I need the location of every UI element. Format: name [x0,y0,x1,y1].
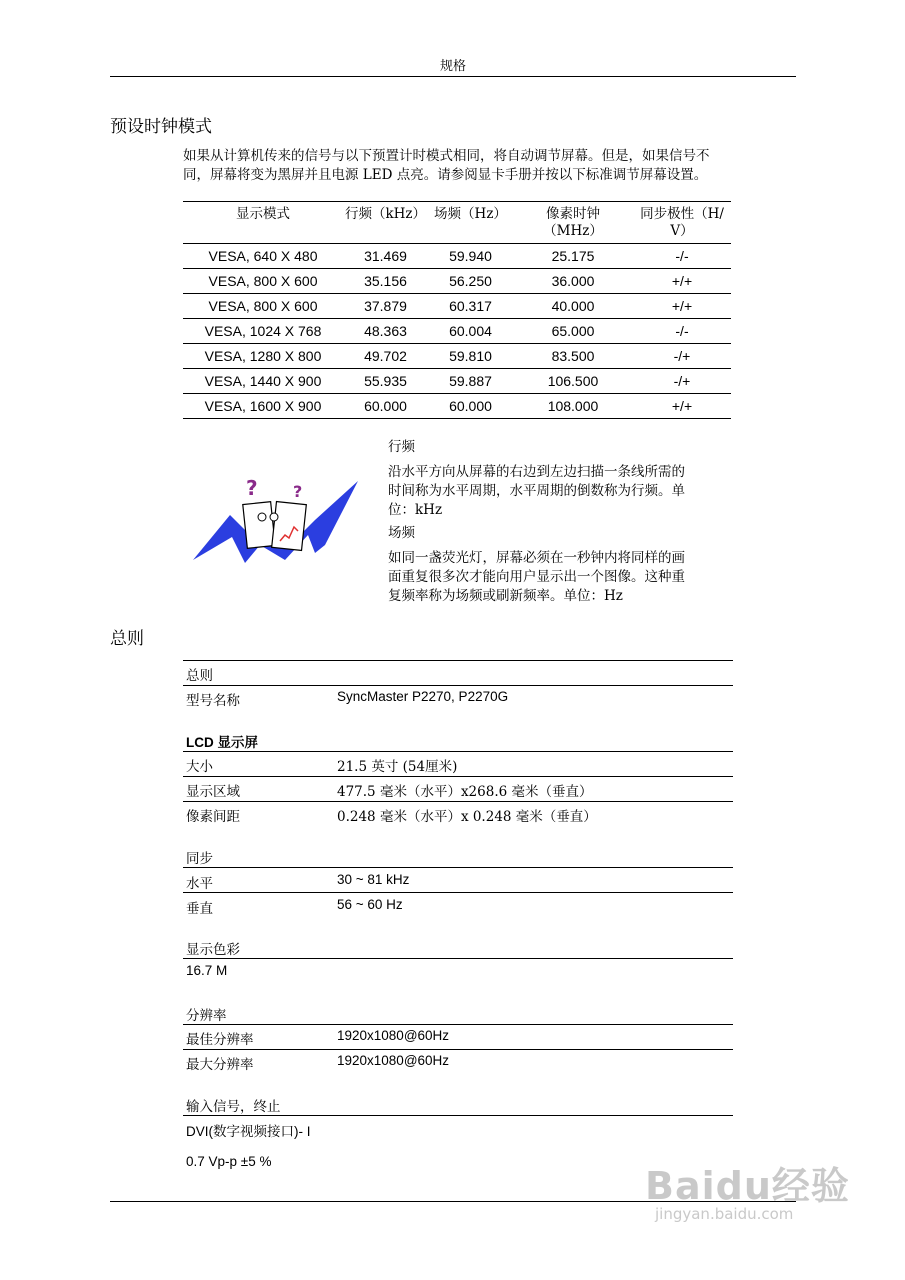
timing-section-title: 预设时钟模式 [110,117,212,137]
book-eye-left [258,513,266,521]
sync-title: 同步 [186,851,213,867]
baidu-watermark [645,1150,865,1230]
area-value: 477.5 毫米（水平）x268.6 毫米（垂直） [337,784,593,800]
color-value: 16.7 M [186,963,228,978]
divider [183,660,733,661]
cell-mode: VESA, 1024 X 768 [183,319,343,344]
col-sync-line2: V） [670,223,694,239]
page-header [110,55,796,77]
col-sync [633,202,731,244]
cell-v: 60.317 [428,294,513,319]
book-eye-right [270,513,278,521]
header-title: 规格 [439,59,466,74]
cell-mode: VESA, 800 X 600 [183,294,343,319]
divider [183,776,733,777]
general-section-title: 总则 [110,629,144,649]
intro-line-2: 同，屏幕将变为黑屏并且电源 LED 点亮。请参阅显卡手册并按以下标准调节屏幕设置。 [183,167,708,183]
cell-sync: -/+ [633,344,731,369]
cell-clk: 36.000 [513,269,633,294]
max-res-label: 最大分辨率 [186,1057,254,1073]
col-pclock-line1: 像素时钟 [546,206,600,222]
divider [183,801,733,802]
timing-table-header [183,202,731,244]
cell-sync: -/+ [633,369,731,394]
col-sync-line1: 同步极性（H/ [640,206,724,222]
cell-clk: 40.000 [513,294,633,319]
pitch-label: 像素间距 [186,809,240,825]
vfreq-note [388,524,728,606]
divider [183,892,733,893]
cell-h: 35.156 [343,269,428,294]
intro-line-1: 如果从计算机传来的信号与以下预置计时模式相同，将自动调节屏幕。但是，如果信号不 [183,148,710,164]
watermark-url: jingyan.baidu.com [655,1205,794,1223]
cell-h: 31.469 [343,244,428,269]
divider [183,867,733,868]
col-pclock [513,202,633,244]
vfreq-note-title: 场频 [388,525,415,541]
divider [183,1115,733,1116]
cell-h: 37.879 [343,294,428,319]
table-row [183,344,731,369]
cell-h: 60.000 [343,394,428,419]
divider [183,1024,733,1025]
col-mode: 显示模式 [183,202,343,244]
cell-v: 59.940 [428,244,513,269]
hfreq-note [388,438,728,520]
cell-h: 48.363 [343,319,428,344]
cell-v: 60.004 [428,319,513,344]
table-row [183,269,731,294]
table-row [183,294,731,319]
cell-mode: VESA, 1440 X 900 [183,369,343,394]
size-label: 大小 [186,759,213,775]
book-page-left [243,502,275,549]
book-illustration [190,475,360,565]
cell-v: 59.887 [428,369,513,394]
cell-v: 56.250 [428,269,513,294]
cell-sync: -/- [633,319,731,344]
cell-h: 49.702 [343,344,428,369]
pitch-value: 0.248 毫米（水平）x 0.248 毫米（垂直） [337,809,597,825]
sync-h-value: 30 ~ 81 kHz [337,872,410,887]
timing-table [183,201,731,419]
model-value: SyncMaster P2270, P2270G [337,689,509,704]
best-res-label: 最佳分辨率 [186,1032,254,1048]
book-page-right [272,502,307,551]
question-mark-left-icon: ? [246,476,258,500]
cell-v: 59.810 [428,344,513,369]
hfreq-note-line1: 沿水平方向从屏幕的右边到左边扫描一条线所需的 [388,464,685,480]
lcd-title: LCD 显示屏 [186,735,258,750]
color-title: 显示色彩 [186,942,240,958]
table-row [183,394,731,419]
input-title: 输入信号，终止 [186,1099,281,1115]
cell-clk: 83.500 [513,344,633,369]
input-line-2: 0.7 Vp-p ±5 % [186,1154,272,1169]
area-label: 显示区域 [186,784,240,800]
max-res-value: 1920x1080@60Hz [337,1053,450,1068]
hfreq-note-line3: 位：kHz [388,502,443,518]
size-value: 21.5 英寸 (54厘米) [337,759,458,775]
col-vfreq: 场频（Hz） [428,202,513,244]
hfreq-note-line2: 时间称为水平周期，水平周期的倒数称为行频。单 [388,483,685,499]
divider [183,958,733,959]
vfreq-note-line2: 面重复很多次才能向用户显示出一个图像。这种重 [388,569,685,585]
cell-mode: VESA, 800 X 600 [183,269,343,294]
divider [183,685,733,686]
sync-h-label: 水平 [186,876,213,892]
cell-mode: VESA, 640 X 480 [183,244,343,269]
cell-v: 60.000 [428,394,513,419]
timing-intro [183,147,783,185]
hfreq-note-title: 行频 [388,439,415,455]
divider [183,751,733,752]
res-title: 分辨率 [186,1008,227,1024]
cell-sync: -/- [633,244,731,269]
watermark-brand: Baidu经验 [645,1164,850,1208]
vfreq-note-line3: 复频率称为场频或刷新频率。单位：Hz [388,588,623,604]
input-line-1: DVI(数字视频接口)- I [186,1124,311,1139]
table-row [183,244,731,269]
cell-clk: 65.000 [513,319,633,344]
col-hfreq: 行频（kHz） [343,202,428,244]
cell-clk: 108.000 [513,394,633,419]
cell-mode: VESA, 1280 X 800 [183,344,343,369]
table-row [183,319,731,344]
general-table-title: 总则 [186,668,213,684]
cell-sync: +/+ [633,294,731,319]
cell-clk: 25.175 [513,244,633,269]
sync-v-value: 56 ~ 60 Hz [337,897,403,912]
cell-h: 55.935 [343,369,428,394]
col-pclock-line2: （MHz） [543,223,603,239]
question-mark-right-icon: ? [293,482,303,501]
divider [183,1049,733,1050]
cell-mode: VESA, 1600 X 900 [183,394,343,419]
vfreq-note-line1: 如同一盏荧光灯，屏幕必须在一秒钟内将同样的画 [388,550,685,566]
sync-v-label: 垂直 [186,901,213,917]
cell-sync: +/+ [633,394,731,419]
model-label: 型号名称 [186,693,240,709]
best-res-value: 1920x1080@60Hz [337,1028,450,1043]
cell-clk: 106.500 [513,369,633,394]
cell-sync: +/+ [633,269,731,294]
table-row [183,369,731,394]
